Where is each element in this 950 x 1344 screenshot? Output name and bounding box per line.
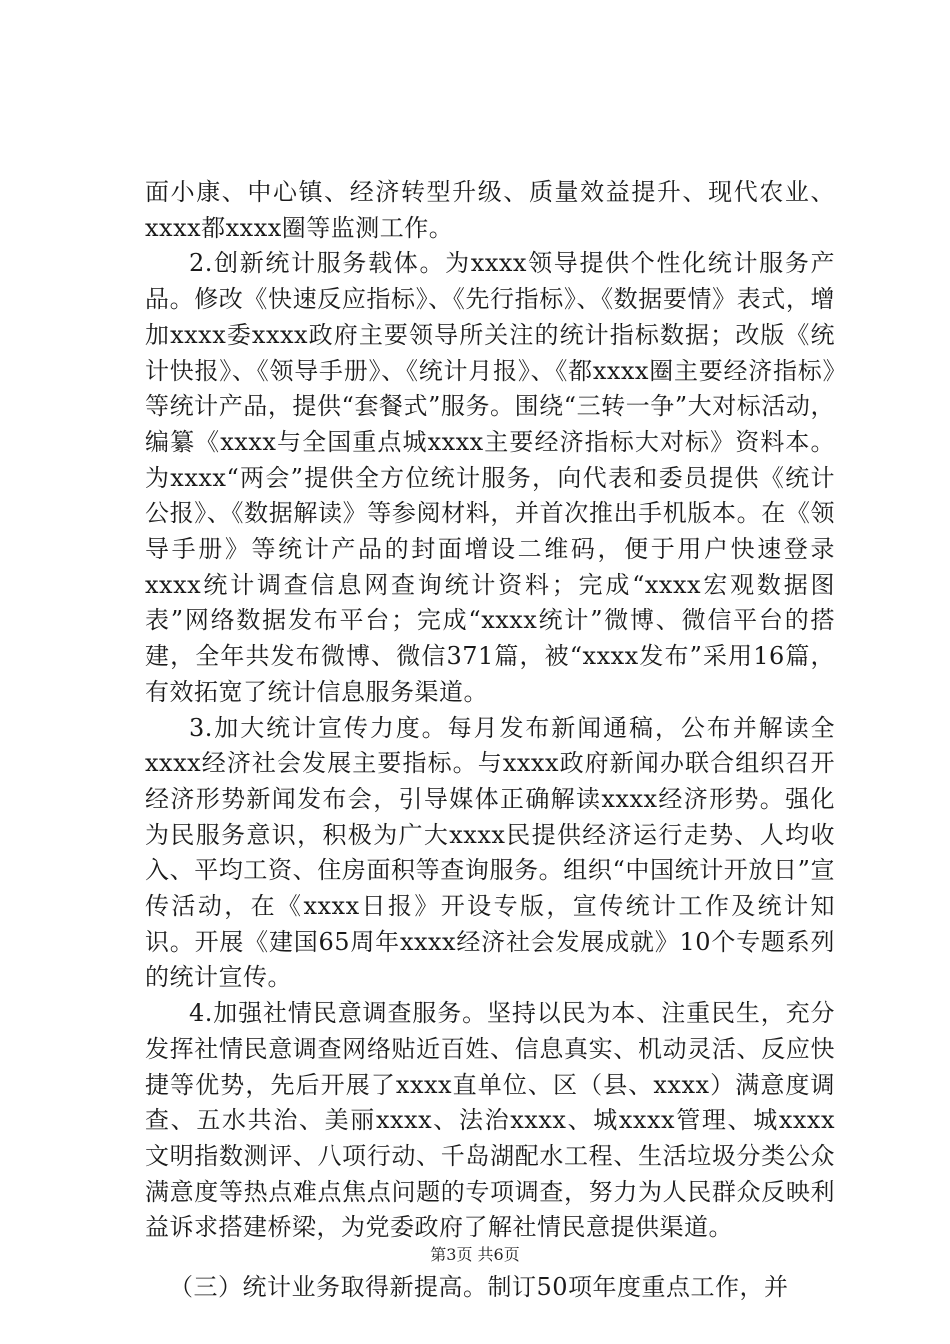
paragraph-item-4: 4.加强社情民意调查服务。坚持以民为本、注重民生，充分发挥社情民意调查网络贴近百姓、信息真实、机动灵活、反应快捷等优势，先后开展了xxxx直单位、区（县、xxxx）满意度调查、五水共治、美丽xxxx、法治xxxx、城xxxx管理、城xxxx文明指数测评、八项行动、千岛湖配水工程、生活垃圾分类公众满意度等热点难点焦点问题的专项调查，努力为人民群众反映利益诉求搭建桥梁，为党委政府了解社情民意提供渠道。 — [145, 999, 835, 1242]
paragraph-item-2: 2.创新统计服务载体。为xxxx领导提供个性化统计服务产品。修改《快速反应指标》、《先行指标》、《数据要情》表式，增加xxxx委xxxx政府主要领导所关注的统计指标数据；改版《统计快报》、《领导手册》、《统计月报》、《都xxxx圈主要经济指标》等统计产品，提供“套餐式”服务。围绕“三转一争”大对标活动，编纂《xxxx与全国重点城xxxx主要经济指标大对标》资料本。为xxxx“两会”提供全方位统计服务，向代表和委员提供《统计公报》、《数据解读》等参阅材料，并首次推出手机版本。在《领导手册》等统计产品的封面增设二维码，便于用户快速登录xxxx统计调查信息网查询统计资料；完成“xxxx宏观数据图表”网络数据发布平台；完成“xxxx统计”微博、微信平台的搭建，全年共发布微博、微信371篇，被“xxxx发布”采用16篇，有效拓宽了统计信息服务渠道。 — [145, 249, 835, 706]
page-footer: 第3页 共6页 — [430, 1245, 520, 1264]
paragraph-section-3: （三）统计业务取得新提高。制订50项年度重点工作，并 — [169, 1273, 789, 1302]
document-body — [145, 175, 835, 1306]
paragraph-item-3: 3.加大统计宣传力度。每月发布新闻通稿，公布并解读全xxxx经济社会发展主要指标。与xxxx政府新闻办联合组织召开经济形势新闻发布会，引导媒体正确解读xxxx经济形势。强化为民服务意识，积极为广大xxxx民提供经济运行走势、人均收入、平均工资、住房面积等查询服务。组织“中国统计开放日”宣传活动，在《xxxx日报》开设专版，宣传统计工作及统计知识。开展《建国65周年xxxx经济社会发展成就》10个专题系列的统计宣传。 — [145, 713, 835, 992]
paragraph-continuation: 面小康、中心镇、经济转型升级、质量效益提升、现代农业、xxxx都xxxx圈等监测工作。 — [145, 178, 835, 242]
